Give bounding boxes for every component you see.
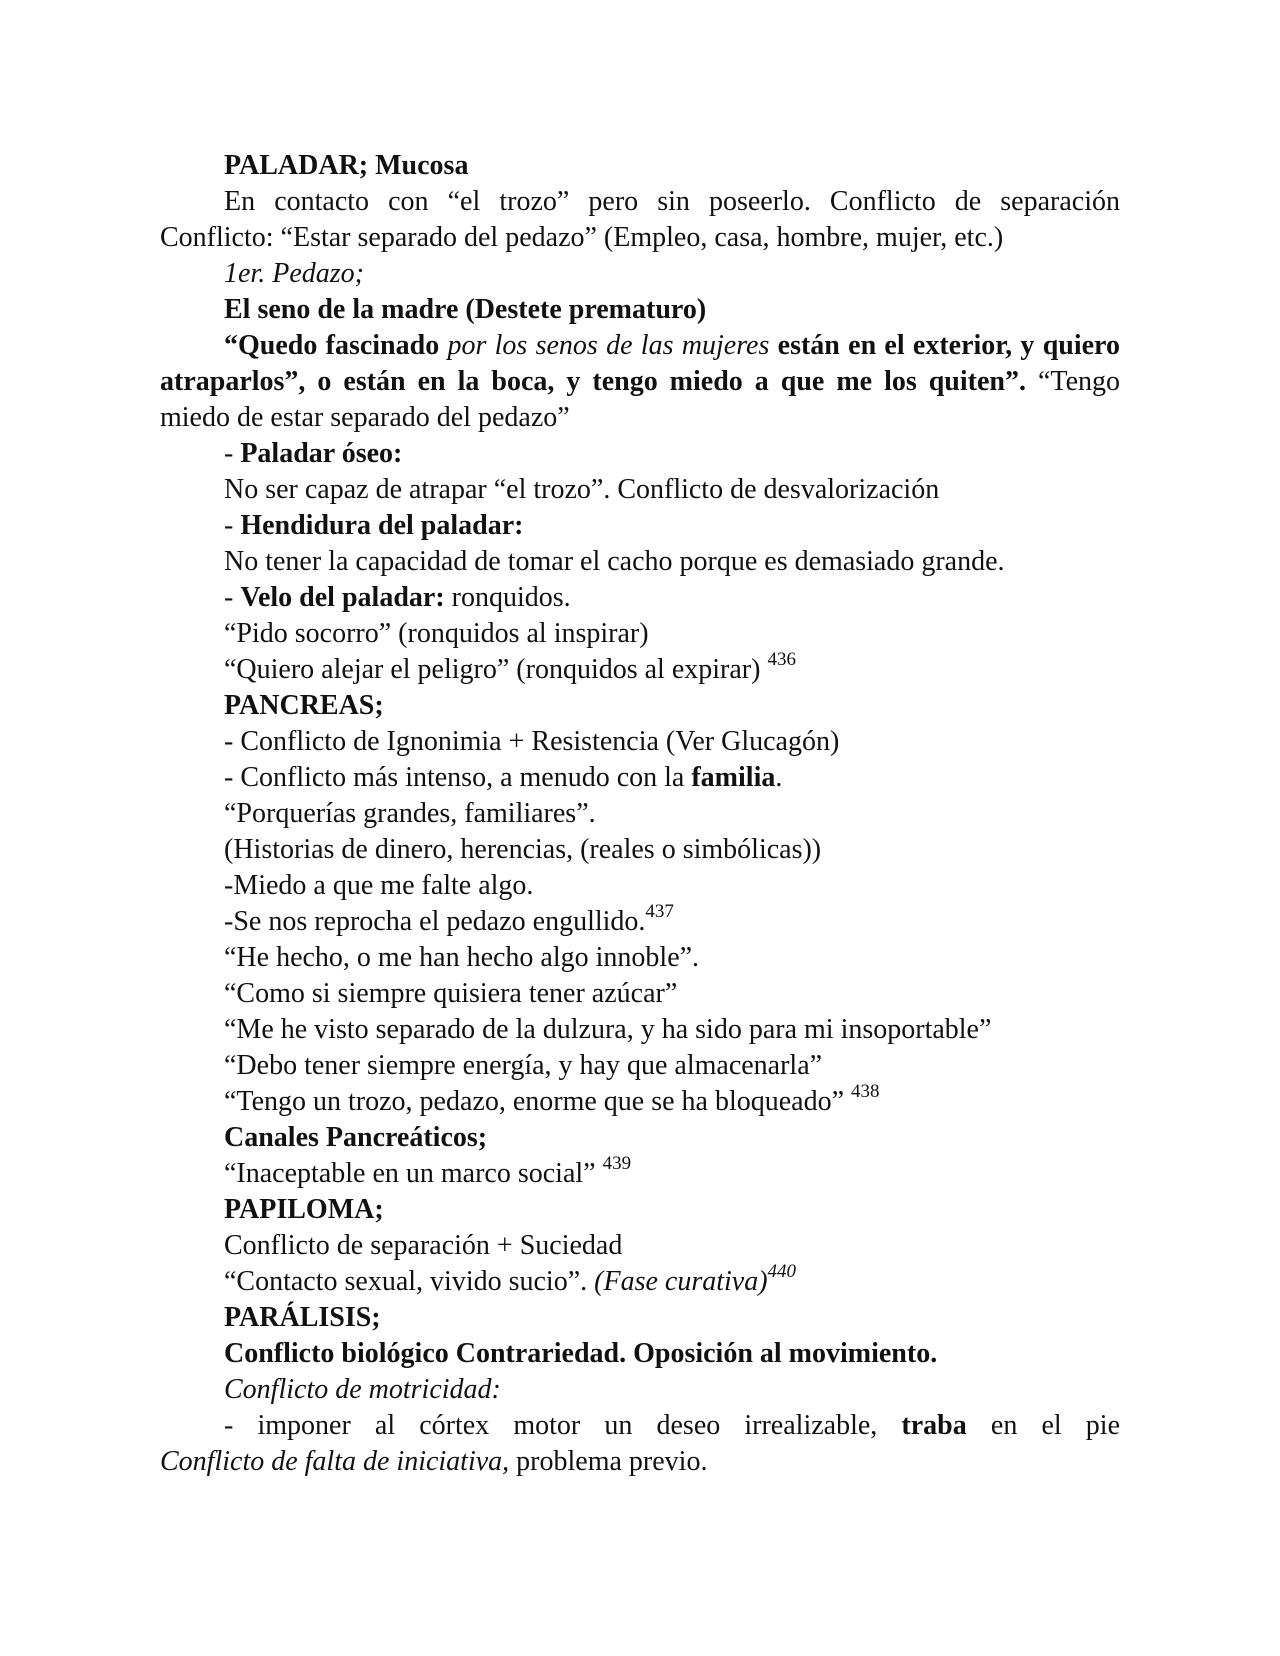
- list-item: - Velo del paladar: ronquidos.: [224, 582, 571, 613]
- heading-paralisis: PARÁLISIS;: [224, 1302, 381, 1333]
- subheading: Conflicto de motricidad:: [224, 1374, 501, 1405]
- paragraph: “Porquerías grandes, familiares”.: [224, 798, 596, 829]
- paragraph: “Debo tener siempre energía, y hay que almacenarla”: [224, 1050, 823, 1081]
- paragraph: “Tengo un trozo, pedazo, enorme que se ha bloqueado” $^{438}$: [224, 1080, 880, 1117]
- footnote-ref: 439: [602, 1152, 632, 1174]
- paragraph: “Me he visto separado de la dulzura, y ha sido para mi insoportable”: [224, 1014, 992, 1045]
- subheading: El seno de la madre (Destete prematuro): [224, 294, 707, 325]
- paragraph: “Como si siempre quisiera tener azúcar”: [224, 978, 678, 1009]
- paragraph: “Contacto sexual, vivido sucio”. (Fase curativa)$^{440}$: [224, 1260, 797, 1297]
- paragraph: No tener la capacidad de tomar el cacho porque es demasiado grande.: [224, 546, 1005, 577]
- heading-papiloma: PAPILOMA;: [224, 1194, 384, 1225]
- paragraph: -Se nos reprocha el pedazo engullido.$^{437}$: [224, 900, 674, 937]
- footnote-ref: 436: [767, 648, 796, 670]
- paragraph: Conflicto: “Estar separado del pedazo” (Empleo, casa, hombre, mujer, etc.): [160, 222, 1004, 253]
- paragraph: (Historias de dinero, herencias, (reales o simbólicas)): [224, 834, 822, 865]
- subheading: Conflicto biológico Contrariedad. Oposición al movimiento.: [224, 1338, 938, 1369]
- paragraph: “He hecho, o me han hecho algo innoble”.: [224, 942, 700, 973]
- footnote-ref: 437: [645, 900, 674, 922]
- heading-pancreas: PANCREAS;: [224, 690, 384, 721]
- paragraph: “Pido socorro” (ronquidos al inspirar): [224, 618, 649, 649]
- list-item: - Paladar óseo:: [224, 438, 403, 469]
- paragraph: No ser capaz de atrapar “el trozo”. Conflicto de desvalorización: [224, 474, 940, 505]
- paragraph: “Quiero alejar el peligro” (ronquidos al expirar) $^{436}$: [224, 648, 796, 685]
- subheading: 1er. Pedazo;: [224, 258, 364, 289]
- footnote-ref: 440: [767, 1260, 797, 1282]
- paragraph: -Miedo a que me falte algo.: [224, 870, 534, 901]
- paragraph: Conflicto de falta de iniciativa, problema previo.: [160, 1446, 708, 1477]
- document-page: [160, 148, 1120, 1480]
- paragraph: Conflicto de separación + Suciedad: [224, 1230, 623, 1261]
- paragraph: En contacto con “el trozo” pero sin poseerlo. Conflicto de separación: [224, 186, 1120, 217]
- footnote-ref: 438: [851, 1080, 880, 1102]
- paragraph: “Quedo fascinado por los senos de las mujeres están en el exterior, y quiero atraparlos”, o están en la boca, y tengo miedo a que me los quiten”. “Tengo miedo de estar separado del pedazo”: [160, 330, 1120, 433]
- list-item: - Conflicto de Ignonimia + Resistencia (Ver Glucagón): [224, 726, 840, 757]
- paragraph: “Inaceptable en un marco social” $^{439}$: [224, 1152, 632, 1189]
- subheading: Canales Pancreáticos;: [224, 1122, 488, 1153]
- list-item: - Hendidura del paladar:: [224, 510, 524, 541]
- heading-paladar: PALADAR; Mucosa: [224, 150, 469, 181]
- list-item: - Conflicto más intenso, a menudo con la familia.: [224, 762, 783, 793]
- paragraph: - imponer al córtex motor un deseo irrealizable, traba en el pie: [224, 1410, 1120, 1441]
